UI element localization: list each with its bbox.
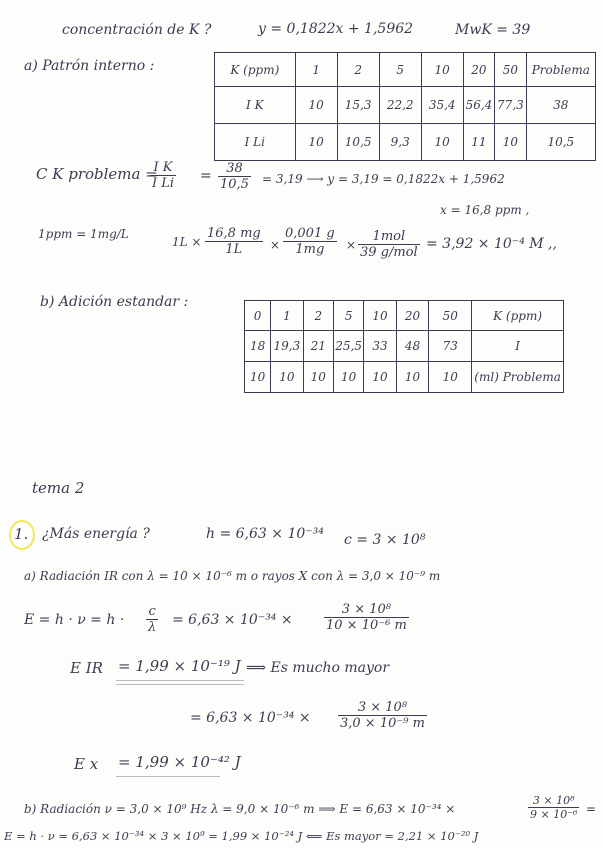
denominator: λ [148,620,157,635]
table-cell: 25,5 [333,331,363,362]
table-cell: 50 [495,53,526,87]
section-title: tema 2 [32,479,85,497]
factor-numerator: 1mol [358,229,420,245]
table-cell: (ml) Problema [472,362,564,393]
e-x-value: = 1,99 × 10⁻⁴² J [118,753,241,771]
part-b-fraction [528,794,579,821]
table-cell: 10 [333,362,363,393]
part-a-question: a) Radiación IR con λ = 10 × 10⁻⁶ m o rayos X con λ = 3,0 × 10⁻⁹ m [24,569,441,583]
table-cell: 10 [495,124,526,161]
table-cell: 10 [271,362,303,393]
times-sign: × [270,238,281,252]
numerator: 3 × 10⁸ [324,602,409,618]
factor-denominator: 1L [225,242,243,257]
table-cell: 10 [421,53,463,87]
table-cell: Problema [526,53,595,87]
result-underline [116,684,244,685]
table-cell: 5 [379,53,421,87]
ratio-numerator: 38 [218,161,251,177]
table-cell: K (ppm) [472,301,564,331]
ik-symbol: I K [150,160,176,176]
equals-sign: = [586,802,597,816]
result-underline [116,680,244,681]
table-cell: 0 [245,301,271,331]
conversion-start: 1L × [172,235,202,249]
table-cell: 20 [396,301,428,331]
regression-equation: y = 0,1822x + 1,5962 [258,21,414,37]
times-sign: × [346,238,357,252]
ratio-result: = 3,19 ⟶ y = 3,19 = 0,1822x + 1,5962 [262,172,505,186]
table-cell: 77,3 [495,87,526,124]
table-cell: 22,2 [379,87,421,124]
factor-denominator: 39 g/mol [360,245,418,260]
numerator: 3 × 10⁸ [338,700,427,716]
table-cell: 33 [364,331,396,362]
question-text: concentración de K ? [62,22,212,38]
question-number: 1. [14,525,29,543]
e-x-label: E x [74,755,99,773]
table-cell: 15,3 [337,87,379,124]
table-cell: 10,5 [337,124,379,161]
final-calculation: E = h · ν = 6,63 × 10⁻³⁴ × 3 × 10⁹ = 1,99 × 10⁻²⁴ J ⟸ Es mayor = 2,21 × 10⁻²⁰ J [4,829,479,843]
table-cell: 18 [245,331,271,362]
factor-denominator: 1mg [295,242,325,257]
e-x-formula: = 6,63 × 10⁻³⁴ × [190,710,311,726]
conversion-factor-2 [283,226,337,257]
table-cell: 38 [526,87,595,124]
equals-sign: = [200,168,212,184]
table-cell: 10 [303,362,333,393]
table-cell: 2 [337,53,379,87]
factor-numerator: 0,001 g [285,226,335,241]
conversion-factor-3 [358,229,420,260]
ratio-denominator: 10,5 [220,177,249,192]
table-cell: I K [215,87,296,124]
table-cell: 10 [421,124,463,161]
table-cell: 10 [364,362,396,393]
standard-addition-table [244,300,564,393]
e-ir-value: = 1,99 × 10⁻¹⁹ J [118,657,241,675]
ck-label: C K problema = [36,165,158,183]
denominator: 10 × 10⁻⁶ m [326,618,407,633]
e-ir-label: E IR [70,659,103,677]
table-cell: 10 [396,362,428,393]
table-cell: 21 [303,331,333,362]
result-underline [116,776,220,777]
table-cell: I [472,331,564,362]
table-cell: 10 [429,362,472,393]
table-cell: 48 [396,331,428,362]
question-text: ¿Más energía ? [42,526,150,542]
x-ray-fraction [338,700,427,731]
table-cell: I Li [215,124,296,161]
table-cell: 1 [271,301,303,331]
denominator: 9 × 10⁻⁶ [530,808,578,821]
table-cell: 50 [429,301,472,331]
molarity-result: = 3,92 × 10⁻⁴ M ,, [426,236,557,252]
table-cell: 2 [303,301,333,331]
table-cell: K (ppm) [215,53,296,87]
ratio-value [218,161,251,192]
factor-numerator: 16,8 mg [207,226,261,241]
table-cell: 5 [333,301,363,331]
energy-formula-mid: = 6,63 × 10⁻³⁴ × [172,612,293,628]
table-cell: 9,3 [379,124,421,161]
table-cell: 10 [364,301,396,331]
table-cell: 19,3 [271,331,303,362]
internal-standard-table [214,52,596,161]
table-cell: 20 [463,53,494,87]
planck-constant: h = 6,63 × 10⁻³⁴ [206,526,324,542]
c-over-lambda [146,604,158,635]
e-ir-comment: ⟹ Es mucho mayor [246,660,390,676]
table-cell: 1 [295,53,337,87]
table-cell: 56,4 [463,87,494,124]
denominator: 3,0 × 10⁻⁹ m [340,716,425,731]
part-b-label: b) Adición estandar : [40,294,189,310]
part-a-label: a) Patrón interno : [24,58,155,74]
ppm-definition: 1ppm = 1mg/L [38,227,129,241]
part-b-question: b) Radiación ν = 3,0 × 10⁹ Hz λ = 9,0 × 10⁻⁶ m ⟹ E = 6,63 × 10⁻³⁴ × [24,802,456,816]
table-cell: 35,4 [421,87,463,124]
energy-formula-start: E = h · ν = h · [24,612,125,628]
table-cell: 10,5 [526,124,595,161]
table-cell: 10 [245,362,271,393]
intensity-ratio [150,160,176,191]
ir-fraction [324,602,409,633]
conversion-factor-1 [205,226,263,257]
table-cell: 73 [429,331,472,362]
numerator: c [146,604,158,620]
ili-symbol: I Li [152,176,175,191]
speed-of-light: c = 3 × 10⁸ [344,532,426,548]
numerator: 3 × 10⁸ [528,794,579,808]
table-cell: 11 [463,124,494,161]
table-cell: 10 [295,124,337,161]
table-cell: 10 [295,87,337,124]
x-result: x = 16,8 ppm , [440,203,530,217]
molar-mass: MwK = 39 [455,22,531,38]
